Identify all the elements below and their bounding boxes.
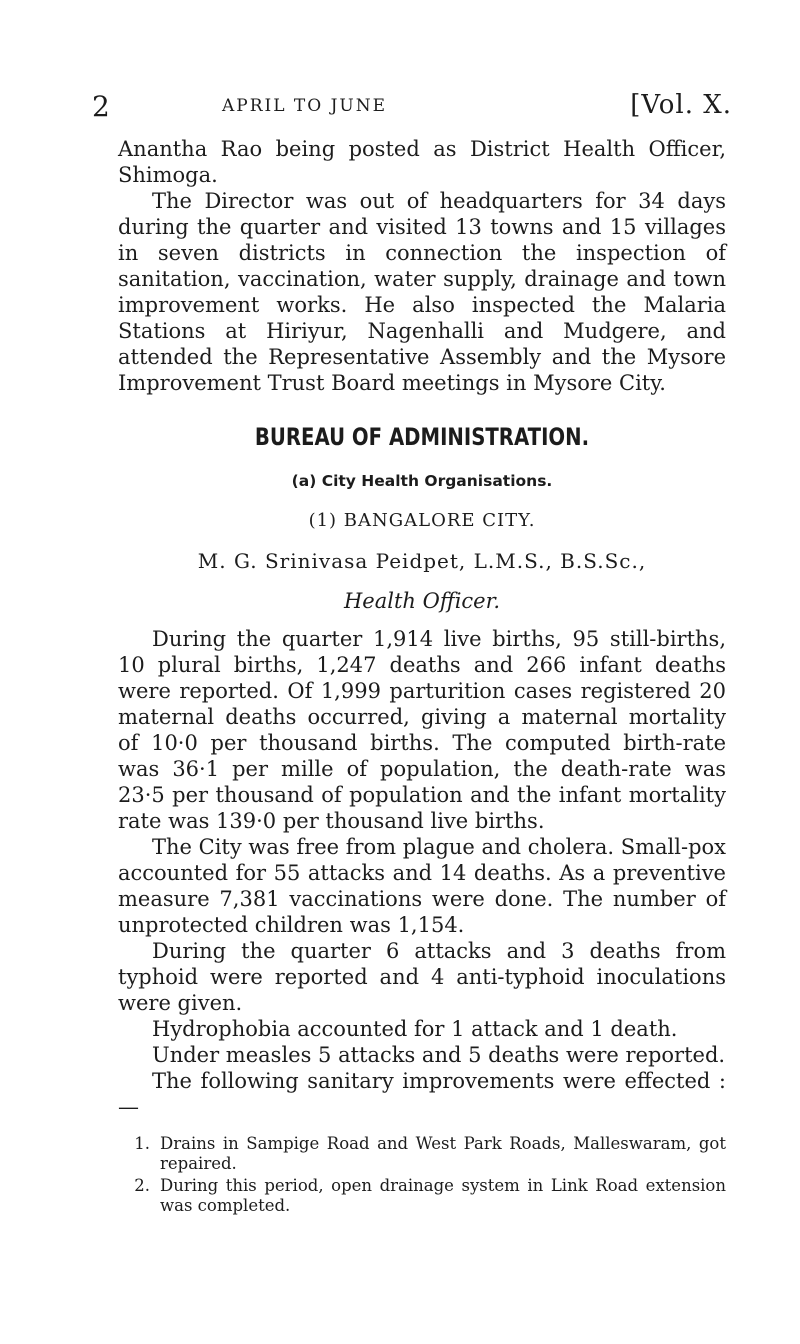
- running-title: APRIL TO JUNE: [222, 96, 388, 116]
- list-item-number: 2.: [134, 1176, 150, 1195]
- list-item-text: Drains in Sampige Road and West Park Roads, Malleswaram, got repaired.: [160, 1134, 726, 1173]
- page-header: [92, 90, 732, 124]
- list-item-number: 1.: [134, 1134, 150, 1153]
- section-heading: BUREAU OF ADMINISTRATION.: [254, 423, 590, 451]
- body-text: [118, 136, 726, 1218]
- improvements-list: [118, 1134, 726, 1216]
- list-item-text: During this period, open drainage system in Link Road extension was completed.: [160, 1176, 726, 1215]
- volume-label: [Vol. X.: [630, 90, 732, 120]
- officer-role: Health Officer.: [343, 589, 501, 613]
- paragraph-hydrophobia: Hydrophobia accounted for 1 attack and 1 death.: [152, 1017, 678, 1041]
- city-heading: (1) BANGALORE CITY.: [308, 510, 536, 531]
- intro-paragraph-2: The Director was out of headquarters for 34 days during the quarter and visited 13 towns and 15 villages in seven districts in connection the inspection of sanitation, vaccination, water supply, drainage and town improvement works. He also inspected the Malaria Stations at Hiriyur, Nagenhalli and Mudgere, and attended the Representative Assembly and the Mysore Improvement Trust Board meetings in Mysore City.: [118, 189, 726, 395]
- list-item: [118, 1134, 726, 1174]
- paragraph-improvements-intro: The following sanitary improvements were effected :—: [118, 1069, 726, 1119]
- officer-name: M. G. Srinivasa Peidpet, L.M.S., B.S.Sc.,: [197, 549, 647, 573]
- list-item: [118, 1176, 726, 1216]
- paragraph-vital-statistics: During the quarter 1,914 live births, 95 still-births, 10 plural births, 1,247 deaths and 266 infant deaths were reported. Of 1,999 parturition cases registered 20 maternal deaths occurred, giving a maternal mortality of 10·0 per thousand births. The computed birth-rate was 36·1 per mille of population, the death-rate was 23·5 per thousand of population and the infant mortality rate was 139·0 per thousand live births.: [118, 627, 726, 833]
- intro-paragraph-1: Anantha Rao being posted as District Health Officer, Shimoga.: [118, 137, 726, 187]
- section-subheading: (a) City Health Organisations.: [291, 472, 553, 490]
- page-number: 2: [92, 90, 110, 123]
- paragraph-measles: Under measles 5 attacks and 5 deaths were reported.: [152, 1043, 726, 1067]
- paragraph-typhoid: During the quarter 6 attacks and 3 deaths from typhoid were reported and 4 anti-typhoid inoculations were given.: [118, 939, 726, 1015]
- paragraph-plague-smallpox: The City was free from plague and cholera. Small-pox accounted for 55 attacks and 14 deaths. As a preventive measure 7,381 vaccinations were done. The number of unprotected children was 1,154.: [118, 835, 726, 937]
